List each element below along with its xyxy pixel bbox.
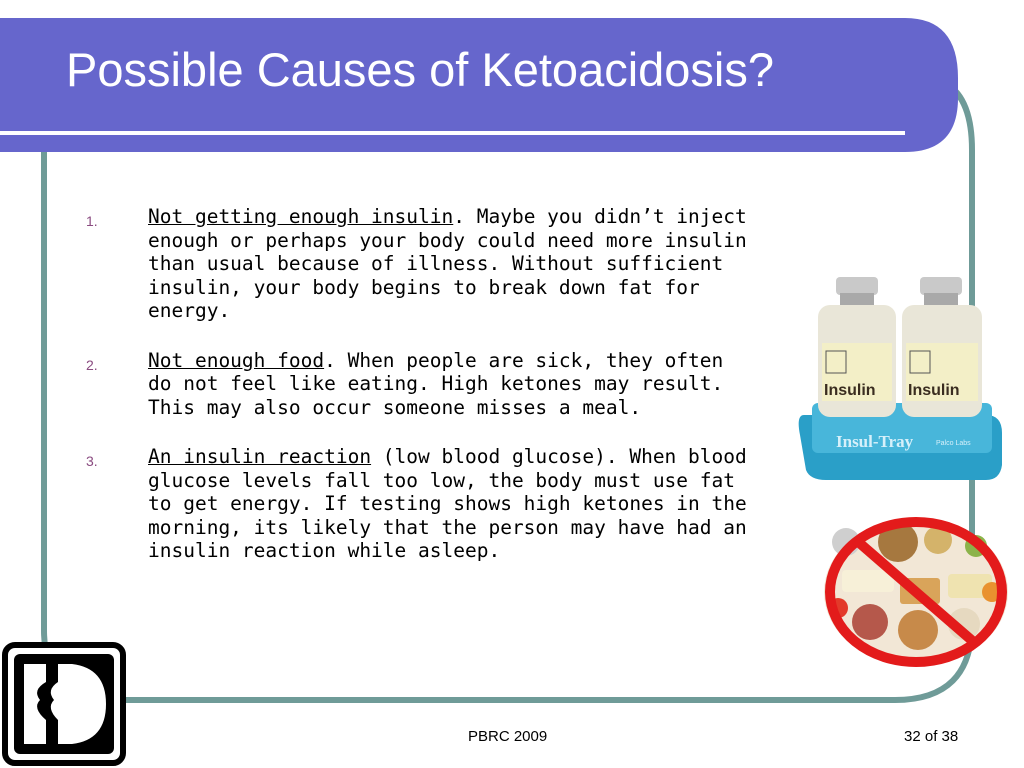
vial-label: Insulin: [824, 382, 876, 399]
list-item-text: . Maybe you didn’t inject enough or perhaps your body could need more insulin than usual because of illness. Without sufficient insulin, your body begins to break down fat for energy.: [148, 205, 747, 322]
list-item-number: 3.: [86, 453, 98, 469]
tray-label: Insul-Tray: [836, 432, 914, 451]
no-food-icon: [818, 512, 1014, 672]
list-item-number: 2.: [86, 356, 98, 373]
vial-label: Insulin: [908, 382, 960, 399]
list-item-number: 1.: [86, 213, 98, 229]
page-number: 32 of 38: [904, 728, 959, 745]
list-item-heading: An insulin reaction: [148, 445, 372, 468]
list-item-heading: Not enough food: [148, 348, 325, 372]
title-underline: [0, 131, 905, 135]
causes-list: [86, 205, 756, 589]
list-item: [86, 205, 756, 323]
list-item-text: (low blood glucose). When blood glucose levels fall too low, the body must use fat to get energy. If testing shows high ketones in the morning, its likely that the person may have had an insulin reaction while asleep.: [148, 445, 747, 562]
insulin-vials-image: [796, 265, 1008, 493]
list-item: [86, 445, 756, 563]
pbrc-logo-icon: [2, 642, 126, 766]
footer-org: PBRC 2009: [468, 728, 548, 745]
list-item-text: . When people are sick, they often do not feel like eating. High ketones may result. This may also occur someone misses a meal.: [148, 348, 724, 419]
list-item: [86, 349, 756, 420]
tray-brand: Palco Labs: [936, 440, 971, 447]
slide-title: Possible Causes of Ketoacidosis?: [66, 43, 775, 96]
list-item-heading: Not getting enough insulin: [148, 205, 454, 228]
